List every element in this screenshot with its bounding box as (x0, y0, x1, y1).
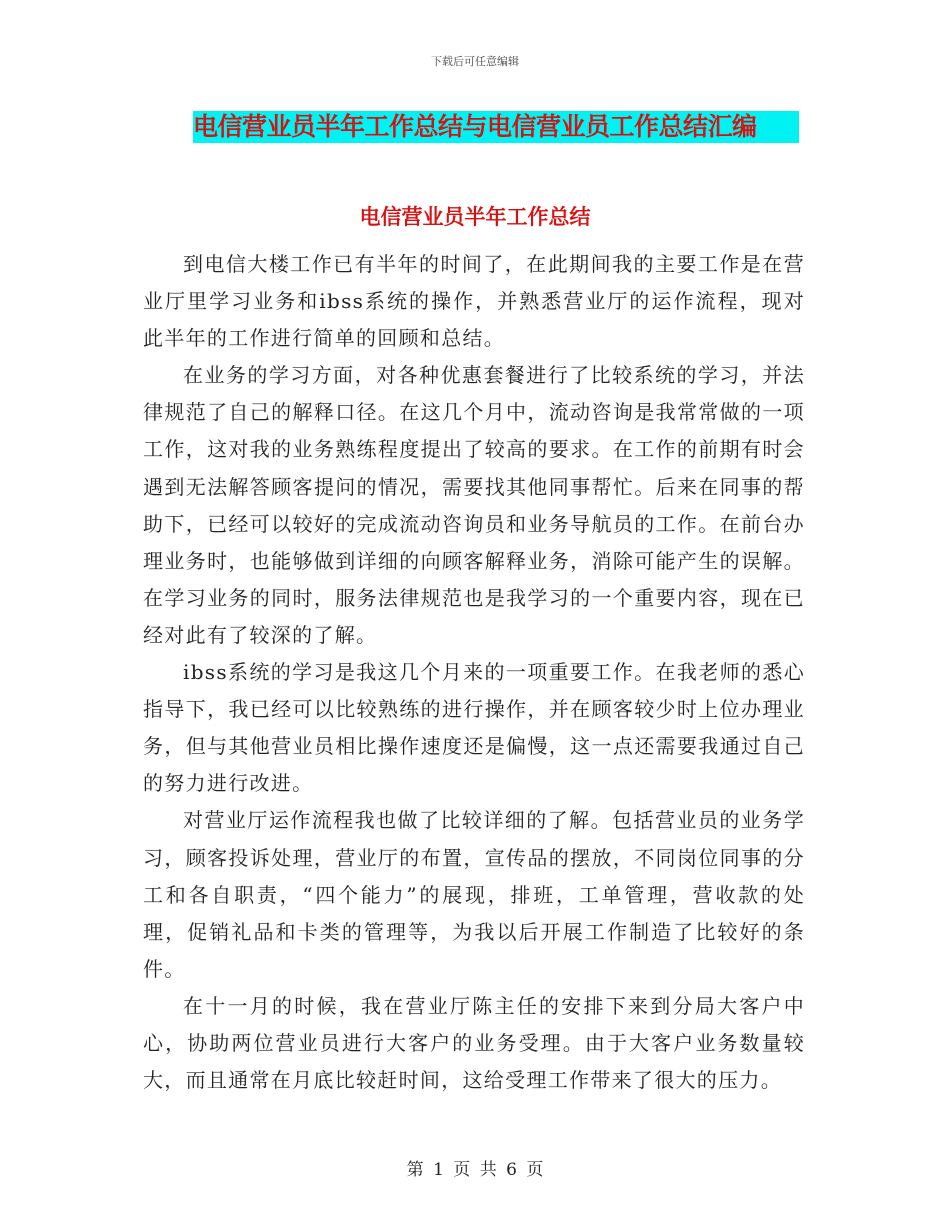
body-text (143, 246, 805, 1099)
document-title: 电信营业员半年工作总结与电信营业员工作总结汇编 (193, 111, 799, 143)
paragraph: 到电信大楼工作已有半年的时间了，在此期间我的主要工作是在营业厅里学习业务和ibss系统的操作，并熟悉营业厅的运作流程，现对此半年的工作进行简单的回顾和总结。 (143, 252, 805, 351)
paragraph: 对营业厅运作流程我也做了比较详细的了解。包括营业员的业务学习，顾客投诉处理，营业厅的布置，宣传品的摆放，不同岗位同事的分工和各自职责，“四个能力”的展现，排班，工单管理，营收款的处理，促销礼品和卡类的管理等，为我以后开展工作制造了比较好的条件。 (143, 808, 805, 981)
section-title: 电信营业员半年工作总结 (359, 205, 591, 229)
paragraph: 在业务的学习方面，对各种优惠套餐进行了比较系统的学习，并法律规范了自己的解释口径。在这几个月中，流动咨询是我常常做的一项工作，这对我的业务熟练程度提出了较高的要求。在工作的前期有时会遇到无法解答顾客提问的情况，需要找其他同事帮忙。后来在同事的帮助下，已经可以较好的完成流动咨询员和业务导航员的工作。在前台办理业务时，也能够做到详细的向顾客解释业务，消除可能产生的误解。在学习业务的同时，服务法律规范也是我学习的一个重要内容，现在已经对此有了较深的了解。 (143, 363, 805, 647)
paragraph: ibss系统的学习是我这几个月来的一项重要工作。在我老师的悉心指导下，我已经可以比较熟练的进行操作，并在顾客较少时上位办理业务，但与其他营业员相比操作速度还是偏慢，这一点还需要我通过自己的努力进行改进。 (143, 660, 805, 796)
header-note: 下载后可任意编辑 (431, 55, 519, 68)
paragraph: 在十一月的时候，我在营业厅陈主任的安排下来到分局大客户中心，协助两位营业员进行大客户的业务受理。由于大客户业务数量较大，而且通常在月底比较赶时间，这给受理工作带来了很大的压力。 (143, 993, 805, 1093)
page-number: 第 1 页 共 6 页 (406, 1160, 544, 1180)
